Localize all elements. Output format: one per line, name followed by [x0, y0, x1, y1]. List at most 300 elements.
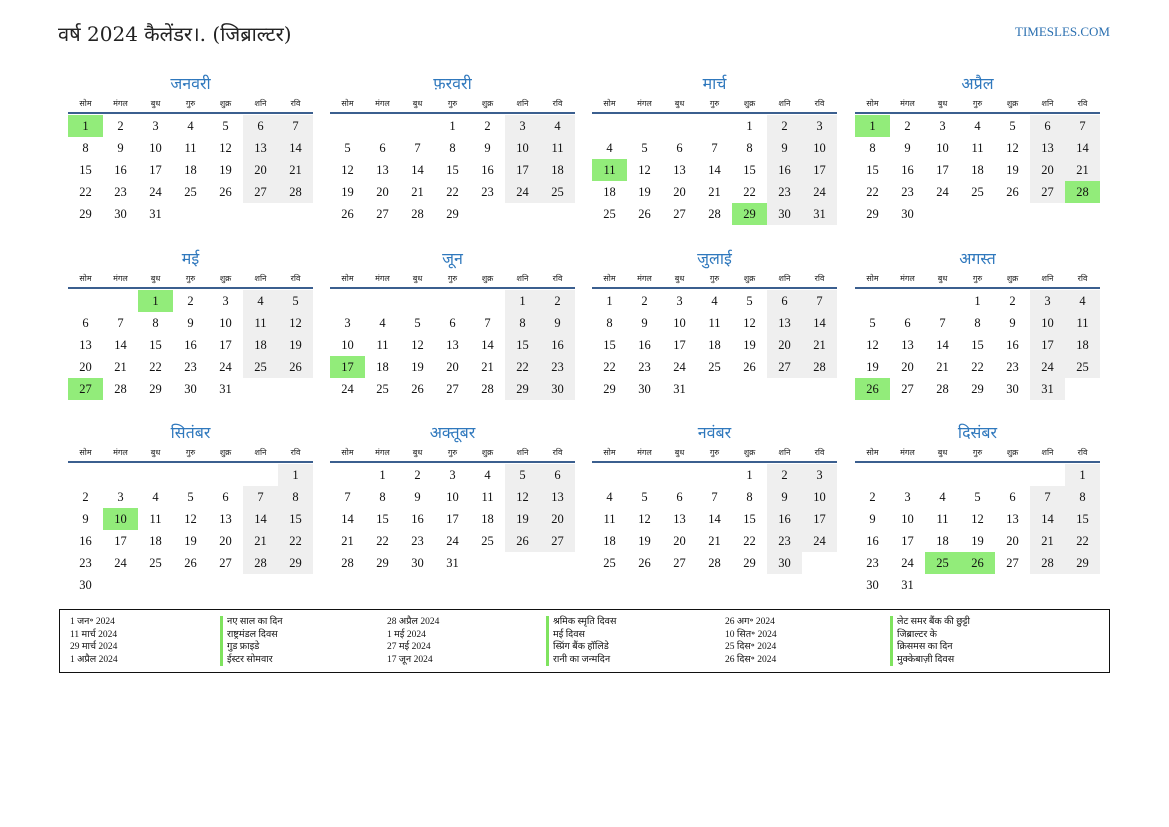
day-cell[interactable]: 19 — [638, 534, 651, 548]
day-cell[interactable]: 13 — [673, 512, 686, 526]
day-cell[interactable]: 20 — [446, 360, 459, 374]
day-cell[interactable]: 8 — [82, 141, 89, 155]
day-cell[interactable]: 13 — [1030, 137, 1065, 159]
day-cell[interactable]: 18 — [376, 360, 389, 374]
day-cell[interactable]: 21 — [802, 334, 837, 356]
day-cell[interactable]: 28 — [411, 207, 424, 221]
day-cell[interactable]: 3 — [344, 316, 351, 330]
day-cell[interactable]: 17 — [219, 338, 232, 352]
day-cell[interactable]: 21 — [411, 185, 424, 199]
day-cell[interactable]: 13 — [1006, 512, 1019, 526]
day-cell[interactable]: 11 — [376, 338, 389, 352]
day-cell[interactable]: 25 — [971, 185, 984, 199]
day-cell[interactable]: 7 — [802, 290, 837, 312]
day-cell[interactable]: 5 — [278, 290, 313, 312]
day-cell[interactable]: 24 — [446, 534, 459, 548]
day-cell[interactable]: 20 — [376, 185, 389, 199]
day-cell[interactable]: 8 — [974, 316, 981, 330]
day-cell[interactable]: 1 — [746, 119, 753, 133]
day-cell[interactable]: 24 — [673, 360, 686, 374]
day-cell[interactable]: 22 — [505, 356, 540, 378]
day-cell[interactable]: 13 — [540, 486, 575, 508]
day-cell[interactable]: 29 — [79, 207, 92, 221]
day-cell[interactable]: 9 — [187, 316, 194, 330]
day-cell[interactable]: 25 — [708, 360, 721, 374]
day-cell[interactable]: 18 — [971, 163, 984, 177]
day-cell[interactable]: 10 — [341, 338, 354, 352]
day-cell[interactable]: 2 — [82, 490, 89, 504]
day-cell[interactable]: 15 — [866, 163, 879, 177]
day-cell[interactable]: 14 — [341, 512, 354, 526]
day-cell[interactable]: 2 — [484, 119, 491, 133]
holiday-day-cell[interactable]: 29 — [732, 203, 767, 225]
day-cell[interactable]: 17 — [901, 534, 914, 548]
day-cell[interactable]: 22 — [446, 185, 459, 199]
day-cell[interactable]: 30 — [901, 207, 914, 221]
day-cell[interactable]: 2 — [540, 290, 575, 312]
day-cell[interactable]: 3 — [117, 490, 124, 504]
day-cell[interactable]: 16 — [411, 512, 424, 526]
day-cell[interactable]: 2 — [641, 294, 648, 308]
day-cell[interactable]: 5 — [974, 490, 981, 504]
day-cell[interactable]: 21 — [243, 530, 278, 552]
holiday-day-cell[interactable]: 11 — [592, 159, 627, 181]
day-cell[interactable]: 5 — [505, 464, 540, 486]
day-cell[interactable]: 17 — [149, 163, 162, 177]
day-cell[interactable]: 22 — [603, 360, 616, 374]
day-cell[interactable]: 3 — [449, 468, 456, 482]
day-cell[interactable]: 22 — [866, 185, 879, 199]
day-cell[interactable]: 22 — [971, 360, 984, 374]
day-cell[interactable]: 4 — [606, 141, 613, 155]
day-cell[interactable]: 8 — [505, 312, 540, 334]
day-cell[interactable]: 5 — [344, 141, 351, 155]
site-link[interactable]: TIMESLES.COM — [1015, 24, 1110, 39]
day-cell[interactable]: 12 — [411, 338, 424, 352]
day-cell[interactable]: 25 — [603, 556, 616, 570]
day-cell[interactable]: 25 — [540, 181, 575, 203]
day-cell[interactable]: 24 — [341, 382, 354, 396]
day-cell[interactable]: 27 — [673, 207, 686, 221]
day-cell[interactable]: 19 — [1006, 163, 1019, 177]
day-cell[interactable]: 29 — [505, 378, 540, 400]
day-cell[interactable]: 8 — [606, 316, 613, 330]
day-cell[interactable]: 16 — [184, 338, 197, 352]
day-cell[interactable]: 9 — [540, 312, 575, 334]
day-cell[interactable]: 6 — [1030, 115, 1065, 137]
day-cell[interactable]: 20 — [1030, 159, 1065, 181]
day-cell[interactable]: 11 — [936, 512, 949, 526]
day-cell[interactable]: 6 — [379, 141, 386, 155]
day-cell[interactable]: 16 — [540, 334, 575, 356]
day-cell[interactable]: 28 — [936, 382, 949, 396]
day-cell[interactable]: 3 — [802, 464, 837, 486]
day-cell[interactable]: 1 — [278, 464, 313, 486]
day-cell[interactable]: 17 — [802, 508, 837, 530]
holiday-day-cell[interactable]: 27 — [68, 378, 103, 400]
day-cell[interactable]: 5 — [746, 294, 753, 308]
day-cell[interactable]: 12 — [505, 486, 540, 508]
day-cell[interactable]: 26 — [219, 185, 232, 199]
day-cell[interactable]: 3 — [152, 119, 159, 133]
day-cell[interactable]: 22 — [149, 360, 162, 374]
day-cell[interactable]: 5 — [1009, 119, 1016, 133]
day-cell[interactable]: 4 — [243, 290, 278, 312]
day-cell[interactable]: 19 — [341, 185, 354, 199]
day-cell[interactable]: 23 — [1006, 360, 1019, 374]
day-cell[interactable]: 3 — [904, 490, 911, 504]
day-cell[interactable]: 4 — [1065, 290, 1100, 312]
day-cell[interactable]: 12 — [278, 312, 313, 334]
day-cell[interactable]: 16 — [901, 163, 914, 177]
day-cell[interactable]: 1 — [505, 290, 540, 312]
day-cell[interactable]: 11 — [149, 512, 162, 526]
day-cell[interactable]: 3 — [222, 294, 229, 308]
day-cell[interactable]: 11 — [481, 490, 494, 504]
day-cell[interactable]: 7 — [1065, 115, 1100, 137]
holiday-day-cell[interactable]: 10 — [103, 508, 138, 530]
day-cell[interactable]: 1 — [606, 294, 613, 308]
day-cell[interactable]: 5 — [641, 490, 648, 504]
day-cell[interactable]: 12 — [866, 338, 879, 352]
day-cell[interactable]: 23 — [411, 534, 424, 548]
day-cell[interactable]: 9 — [117, 141, 124, 155]
holiday-day-cell[interactable]: 1 — [855, 115, 890, 137]
day-cell[interactable]: 21 — [708, 185, 721, 199]
day-cell[interactable]: 8 — [152, 316, 159, 330]
day-cell[interactable]: 19 — [866, 360, 879, 374]
day-cell[interactable]: 8 — [278, 486, 313, 508]
day-cell[interactable]: 22 — [79, 185, 92, 199]
day-cell[interactable]: 7 — [278, 115, 313, 137]
day-cell[interactable]: 2 — [869, 490, 876, 504]
day-cell[interactable]: 23 — [767, 530, 802, 552]
day-cell[interactable]: 31 — [673, 382, 686, 396]
day-cell[interactable]: 15 — [743, 163, 756, 177]
day-cell[interactable]: 9 — [869, 512, 876, 526]
day-cell[interactable]: 6 — [449, 316, 456, 330]
day-cell[interactable]: 29 — [603, 382, 616, 396]
day-cell[interactable]: 15 — [971, 338, 984, 352]
day-cell[interactable]: 21 — [341, 534, 354, 548]
day-cell[interactable]: 9 — [641, 316, 648, 330]
day-cell[interactable]: 8 — [869, 141, 876, 155]
day-cell[interactable]: 28 — [802, 356, 837, 378]
day-cell[interactable]: 18 — [243, 334, 278, 356]
day-cell[interactable]: 19 — [743, 338, 756, 352]
day-cell[interactable]: 6 — [904, 316, 911, 330]
day-cell[interactable]: 10 — [673, 316, 686, 330]
day-cell[interactable]: 10 — [1030, 312, 1065, 334]
day-cell[interactable]: 17 — [673, 338, 686, 352]
day-cell[interactable]: 17 — [505, 159, 540, 181]
day-cell[interactable]: 21 — [1030, 530, 1065, 552]
day-cell[interactable]: 11 — [1065, 312, 1100, 334]
day-cell[interactable]: 3 — [802, 115, 837, 137]
day-cell[interactable]: 26 — [638, 556, 651, 570]
day-cell[interactable]: 24 — [936, 185, 949, 199]
day-cell[interactable]: 7 — [711, 490, 718, 504]
day-cell[interactable]: 23 — [540, 356, 575, 378]
day-cell[interactable]: 3 — [676, 294, 683, 308]
day-cell[interactable]: 25 — [603, 207, 616, 221]
day-cell[interactable]: 17 — [446, 512, 459, 526]
day-cell[interactable]: 2 — [904, 119, 911, 133]
day-cell[interactable]: 14 — [708, 512, 721, 526]
day-cell[interactable]: 22 — [278, 530, 313, 552]
day-cell[interactable]: 26 — [278, 356, 313, 378]
day-cell[interactable]: 11 — [184, 141, 197, 155]
day-cell[interactable]: 26 — [411, 382, 424, 396]
day-cell[interactable]: 18 — [603, 534, 616, 548]
day-cell[interactable]: 18 — [540, 159, 575, 181]
day-cell[interactable]: 14 — [936, 338, 949, 352]
day-cell[interactable]: 23 — [79, 556, 92, 570]
day-cell[interactable]: 13 — [673, 163, 686, 177]
day-cell[interactable]: 25 — [149, 556, 162, 570]
day-cell[interactable]: 22 — [1065, 530, 1100, 552]
day-cell[interactable]: 10 — [505, 137, 540, 159]
day-cell[interactable]: 21 — [708, 534, 721, 548]
day-cell[interactable]: 27 — [243, 181, 278, 203]
day-cell[interactable]: 30 — [767, 552, 802, 574]
day-cell[interactable]: 4 — [152, 490, 159, 504]
day-cell[interactable]: 14 — [114, 338, 127, 352]
day-cell[interactable]: 12 — [743, 316, 756, 330]
day-cell[interactable]: 7 — [484, 316, 491, 330]
day-cell[interactable]: 28 — [114, 382, 127, 396]
day-cell[interactable]: 7 — [711, 141, 718, 155]
day-cell[interactable]: 4 — [187, 119, 194, 133]
day-cell[interactable]: 14 — [1065, 137, 1100, 159]
day-cell[interactable]: 4 — [606, 490, 613, 504]
day-cell[interactable]: 1 — [746, 468, 753, 482]
day-cell[interactable]: 2 — [414, 468, 421, 482]
day-cell[interactable]: 23 — [638, 360, 651, 374]
day-cell[interactable]: 23 — [767, 181, 802, 203]
day-cell[interactable]: 9 — [1009, 316, 1016, 330]
day-cell[interactable]: 6 — [1009, 490, 1016, 504]
day-cell[interactable]: 29 — [971, 382, 984, 396]
day-cell[interactable]: 28 — [278, 181, 313, 203]
day-cell[interactable]: 21 — [936, 360, 949, 374]
day-cell[interactable]: 8 — [1065, 486, 1100, 508]
holiday-day-cell[interactable]: 25 — [925, 552, 960, 574]
day-cell[interactable]: 24 — [1030, 356, 1065, 378]
day-cell[interactable]: 15 — [446, 163, 459, 177]
day-cell[interactable]: 19 — [184, 534, 197, 548]
day-cell[interactable]: 20 — [767, 334, 802, 356]
day-cell[interactable]: 18 — [603, 185, 616, 199]
day-cell[interactable]: 15 — [149, 338, 162, 352]
day-cell[interactable]: 27 — [901, 382, 914, 396]
day-cell[interactable]: 27 — [1006, 556, 1019, 570]
day-cell[interactable]: 27 — [446, 382, 459, 396]
day-cell[interactable]: 17 — [936, 163, 949, 177]
day-cell[interactable]: 13 — [376, 163, 389, 177]
day-cell[interactable]: 13 — [243, 137, 278, 159]
day-cell[interactable]: 18 — [708, 338, 721, 352]
day-cell[interactable]: 29 — [446, 207, 459, 221]
day-cell[interactable]: 7 — [414, 141, 421, 155]
day-cell[interactable]: 18 — [936, 534, 949, 548]
day-cell[interactable]: 28 — [243, 552, 278, 574]
day-cell[interactable]: 6 — [540, 464, 575, 486]
day-cell[interactable]: 12 — [638, 163, 651, 177]
day-cell[interactable]: 23 — [901, 185, 914, 199]
day-cell[interactable]: 21 — [278, 159, 313, 181]
day-cell[interactable]: 29 — [1065, 552, 1100, 574]
day-cell[interactable]: 16 — [866, 534, 879, 548]
day-cell[interactable]: 14 — [481, 338, 494, 352]
day-cell[interactable]: 13 — [219, 512, 232, 526]
day-cell[interactable]: 30 — [79, 578, 92, 592]
day-cell[interactable]: 28 — [708, 207, 721, 221]
day-cell[interactable]: 23 — [114, 185, 127, 199]
day-cell[interactable]: 26 — [1006, 185, 1019, 199]
day-cell[interactable]: 3 — [1030, 290, 1065, 312]
day-cell[interactable]: 29 — [866, 207, 879, 221]
day-cell[interactable]: 24 — [219, 360, 232, 374]
day-cell[interactable]: 13 — [767, 312, 802, 334]
day-cell[interactable]: 5 — [641, 141, 648, 155]
day-cell[interactable]: 15 — [79, 163, 92, 177]
day-cell[interactable]: 2 — [767, 464, 802, 486]
day-cell[interactable]: 14 — [708, 163, 721, 177]
day-cell[interactable]: 4 — [484, 468, 491, 482]
day-cell[interactable]: 4 — [540, 115, 575, 137]
day-cell[interactable]: 15 — [376, 512, 389, 526]
day-cell[interactable]: 10 — [802, 486, 837, 508]
day-cell[interactable]: 17 — [1030, 334, 1065, 356]
day-cell[interactable]: 10 — [446, 490, 459, 504]
day-cell[interactable]: 27 — [540, 530, 575, 552]
day-cell[interactable]: 1 — [379, 468, 386, 482]
day-cell[interactable]: 20 — [901, 360, 914, 374]
day-cell[interactable]: 31 — [446, 556, 459, 570]
day-cell[interactable]: 22 — [743, 534, 756, 548]
day-cell[interactable]: 9 — [904, 141, 911, 155]
day-cell[interactable]: 12 — [184, 512, 197, 526]
day-cell[interactable]: 18 — [184, 163, 197, 177]
day-cell[interactable]: 21 — [114, 360, 127, 374]
day-cell[interactable]: 30 — [411, 556, 424, 570]
day-cell[interactable]: 5 — [222, 119, 229, 133]
day-cell[interactable]: 16 — [79, 534, 92, 548]
day-cell[interactable]: 10 — [219, 316, 232, 330]
day-cell[interactable]: 12 — [219, 141, 232, 155]
day-cell[interactable]: 16 — [767, 508, 802, 530]
day-cell[interactable]: 30 — [767, 203, 802, 225]
day-cell[interactable]: 17 — [802, 159, 837, 181]
holiday-day-cell[interactable]: 1 — [138, 290, 173, 312]
day-cell[interactable]: 29 — [278, 552, 313, 574]
day-cell[interactable]: 31 — [1030, 378, 1065, 400]
day-cell[interactable]: 2 — [767, 115, 802, 137]
day-cell[interactable]: 27 — [1030, 181, 1065, 203]
day-cell[interactable]: 16 — [114, 163, 127, 177]
day-cell[interactable]: 27 — [767, 356, 802, 378]
day-cell[interactable]: 30 — [114, 207, 127, 221]
day-cell[interactable]: 5 — [187, 490, 194, 504]
day-cell[interactable]: 31 — [219, 382, 232, 396]
day-cell[interactable]: 5 — [869, 316, 876, 330]
day-cell[interactable]: 24 — [802, 181, 837, 203]
day-cell[interactable]: 19 — [971, 534, 984, 548]
day-cell[interactable]: 8 — [746, 141, 753, 155]
day-cell[interactable]: 15 — [603, 338, 616, 352]
day-cell[interactable]: 16 — [638, 338, 651, 352]
day-cell[interactable]: 10 — [936, 141, 949, 155]
day-cell[interactable]: 12 — [971, 512, 984, 526]
day-cell[interactable]: 7 — [344, 490, 351, 504]
holiday-day-cell[interactable]: 1 — [68, 115, 103, 137]
day-cell[interactable]: 22 — [743, 185, 756, 199]
day-cell[interactable]: 26 — [341, 207, 354, 221]
day-cell[interactable]: 1 — [449, 119, 456, 133]
day-cell[interactable]: 26 — [505, 530, 540, 552]
day-cell[interactable]: 29 — [149, 382, 162, 396]
day-cell[interactable]: 7 — [939, 316, 946, 330]
day-cell[interactable]: 19 — [278, 334, 313, 356]
day-cell[interactable]: 31 — [802, 203, 837, 225]
day-cell[interactable]: 29 — [743, 556, 756, 570]
day-cell[interactable]: 20 — [673, 185, 686, 199]
day-cell[interactable]: 28 — [341, 556, 354, 570]
day-cell[interactable]: 2 — [117, 119, 124, 133]
day-cell[interactable]: 6 — [767, 290, 802, 312]
day-cell[interactable]: 6 — [243, 115, 278, 137]
day-cell[interactable]: 2 — [187, 294, 194, 308]
day-cell[interactable]: 11 — [603, 512, 616, 526]
day-cell[interactable]: 2 — [1009, 294, 1016, 308]
day-cell[interactable]: 19 — [411, 360, 424, 374]
day-cell[interactable]: 3 — [505, 115, 540, 137]
day-cell[interactable]: 4 — [379, 316, 386, 330]
day-cell[interactable]: 21 — [1065, 159, 1100, 181]
day-cell[interactable]: 8 — [379, 490, 386, 504]
day-cell[interactable]: 20 — [540, 508, 575, 530]
day-cell[interactable]: 23 — [481, 185, 494, 199]
day-cell[interactable]: 6 — [222, 490, 229, 504]
day-cell[interactable]: 23 — [866, 556, 879, 570]
day-cell[interactable]: 7 — [243, 486, 278, 508]
day-cell[interactable]: 4 — [711, 294, 718, 308]
day-cell[interactable]: 25 — [481, 534, 494, 548]
day-cell[interactable]: 31 — [149, 207, 162, 221]
day-cell[interactable]: 24 — [901, 556, 914, 570]
day-cell[interactable]: 26 — [743, 360, 756, 374]
day-cell[interactable]: 5 — [414, 316, 421, 330]
day-cell[interactable]: 16 — [481, 163, 494, 177]
day-cell[interactable]: 13 — [901, 338, 914, 352]
day-cell[interactable]: 18 — [481, 512, 494, 526]
day-cell[interactable]: 15 — [505, 334, 540, 356]
day-cell[interactable]: 10 — [901, 512, 914, 526]
day-cell[interactable]: 6 — [676, 141, 683, 155]
day-cell[interactable]: 19 — [505, 508, 540, 530]
day-cell[interactable]: 30 — [638, 382, 651, 396]
day-cell[interactable]: 27 — [673, 556, 686, 570]
day-cell[interactable]: 25 — [184, 185, 197, 199]
day-cell[interactable]: 14 — [278, 137, 313, 159]
day-cell[interactable]: 6 — [676, 490, 683, 504]
holiday-day-cell[interactable]: 17 — [330, 356, 365, 378]
day-cell[interactable]: 1 — [974, 294, 981, 308]
day-cell[interactable]: 26 — [184, 556, 197, 570]
day-cell[interactable]: 27 — [219, 556, 232, 570]
day-cell[interactable]: 18 — [149, 534, 162, 548]
